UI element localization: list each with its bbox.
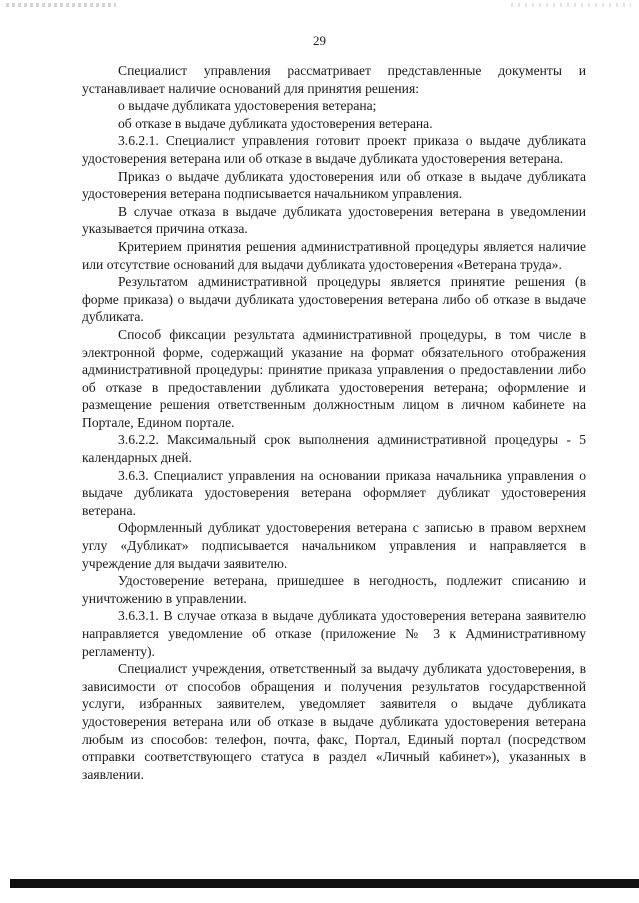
paragraph: Приказ о выдаче дубликата удостоверения или об отказе в выдаче дубликата удостоверения ветерана подписывается начальником управления. bbox=[82, 168, 586, 202]
paragraph: об отказе в выдаче дубликата удостоверения ветерана. bbox=[118, 115, 433, 131]
paragraph: Оформленный дубликат удостоверения ветерана с записью в правом верхнем углу «Дубликат» подписывается начальником управления и направляется в учреждение для выдачи заявителю. bbox=[82, 520, 586, 571]
paragraph: Критерием принятия решения административной процедуры является наличие или отсутствие оснований для выдачи дубликата удостоверения «Ветерана труда». bbox=[82, 238, 586, 272]
page-number: 29 bbox=[313, 33, 326, 48]
document-body bbox=[82, 62, 586, 783]
paragraph: о выдаче дубликата удостоверения ветерана; bbox=[118, 98, 377, 114]
paragraph: 3.6.3.1. В случае отказа в выдаче дубликата удостоверения ветерана заявителю направляется уведомление об отказе (приложение № 3 к Административному регламенту). bbox=[82, 608, 586, 659]
paragraph: 3.6.2.1. Специалист управления готовит проект приказа о выдаче дубликата удостоверения ветерана или об отказе в выдаче дубликата удостоверения ветерана. bbox=[82, 133, 586, 166]
paragraph: Способ фиксации результата административной процедуры, в том числе в электронной форме, содержащий указание на формат обязательного отображения административной процедуры: принятие приказа управления о предоставлении либо об отказе в предоставлении дубликата удостоверения ветерана; оформление и размещение решения ответственным должностным лицом в личном кабинете на Портале, Едином портале. bbox=[82, 326, 586, 430]
page-bottom-margin bbox=[0, 888, 639, 903]
paragraph: В случае отказа в выдаче дубликата удостоверения ветерана в уведомлении указывается причина отказа. bbox=[82, 203, 586, 237]
paragraph: Специалист управления рассматривает представленные документы и устанавливает наличие оснований для принятия решения: bbox=[82, 63, 586, 96]
paragraph: Результатом административной процедуры является принятие решения (в форме приказа) о выдачи дубликата удостоверения ветерана либо об отказе в выдаче дубликата. bbox=[82, 274, 586, 325]
paragraph: Удостоверение ветерана, пришедшее в негодность, подлежит списанию и уничтожению в управлении. bbox=[82, 573, 586, 606]
scan-bottom-edge bbox=[10, 879, 639, 888]
scan-artifact-left bbox=[6, 3, 116, 7]
paragraph: Специалист учреждения, ответственный за выдачу дубликата удостоверения, в зависимости от способов обращения и получения результатов государственной услуги, избранных заявителем, уведомляет заявителя о выдаче дубликата удостоверения ветерана или об отказе в выдаче дубликата удостоверения ветерана любым из способов: телефон, почта, факс, Портал, Единый портал (посредством отправки соответствующего статуса в раздел «Личный кабинет»), указанных в заявлении. bbox=[82, 661, 586, 782]
paragraph: 3.6.3. Специалист управления на основании приказа начальника управления о выдаче дубликата удостоверения ветерана оформляет дубликат удостоверения ветерана. bbox=[82, 467, 586, 518]
scan-artifact-right bbox=[511, 3, 631, 7]
paragraph: 3.6.2.2. Максимальный срок выполнения административной процедуры - 5 календарных дней. bbox=[82, 432, 586, 466]
